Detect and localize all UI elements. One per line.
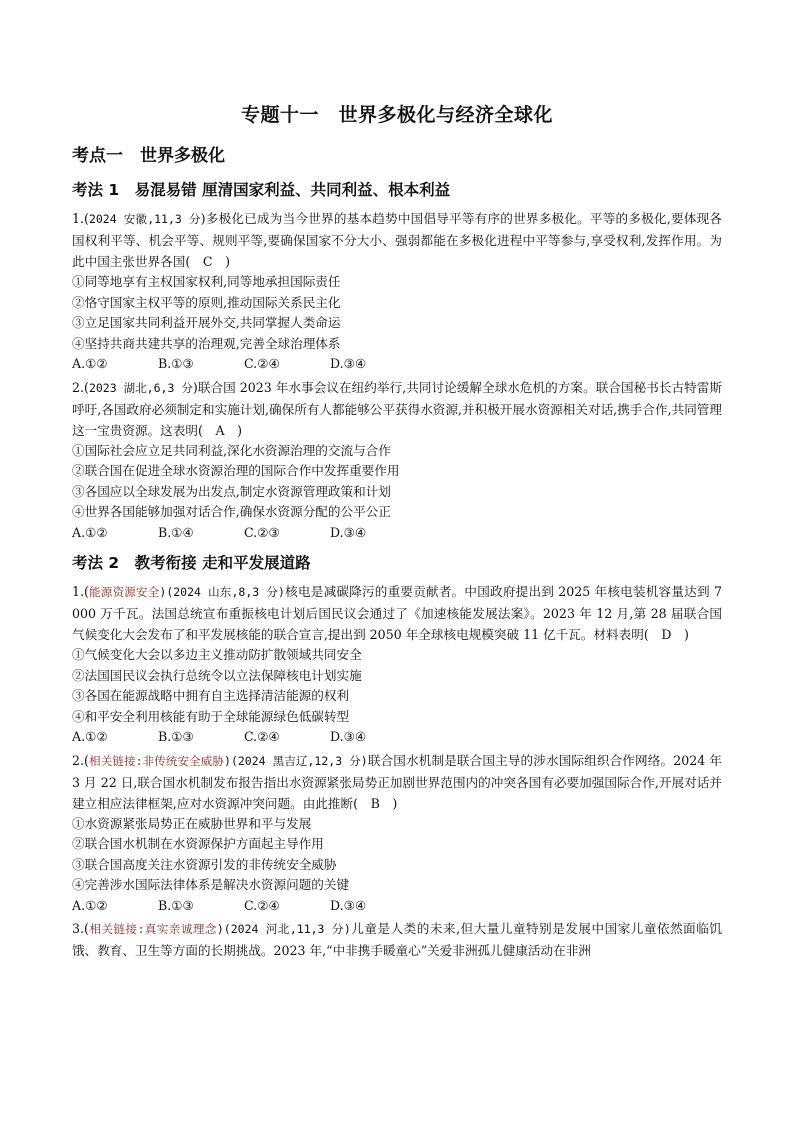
choice-c: C.②④ — [244, 729, 280, 744]
option: ④和平安全利用核能有助于全球能源绿色低碳转型 — [72, 708, 350, 724]
link-tag: 能源资源安全 — [88, 585, 160, 599]
option: ①国际社会应立足共同利益,深化水资源治理的交流与合作 — [72, 442, 391, 458]
option: ②恪守国家主权平等的原则,推动国际关系民主化 — [72, 294, 341, 310]
method1-heading: 考法 1 易混易错 厘清国家利益、共同利益、根本利益 — [72, 181, 451, 199]
choice-d: D.③④ — [330, 897, 367, 913]
choice-a: A.①② — [72, 729, 108, 744]
answer-choices — [72, 523, 722, 544]
choice-a: A.①② — [72, 356, 108, 371]
choice-d: D.③④ — [330, 729, 367, 744]
question-m2-1: 1.(能源资源安全)(2024 山东,8,3 分)核电是减碳降污的重要贡献者。中国政府提出到 2025 年核电装机容量达到 7 000 万千瓦。法国总统宣布重振核电计划后国民议会通过了《加速核能发展法案》。2023 年 12 月,第 28 届联合国气候变化大会发布了和平发展核能的联合宣言,提出到 2050 年全球核电规模突破 11 亿千瓦。材料表明( D ) — [72, 584, 722, 642]
question-m1-2: 2.(2023 湖北,6,3 分)联合国 2023 年水事会议在纽约举行,共同讨论缓解全球水危机的方案。联合国秘书长古特雷斯呼吁,各国政府必须制定和实施计划,确保所有人都能够公平获得水资源,并积极开展水资源相关对话,携手合作,共同管理这一宝贵资源。这表明( A ) — [72, 379, 722, 438]
option: ①气候变化大会以多边主义推动防扩散领域共同安全 — [72, 647, 362, 662]
answer-choices — [72, 896, 722, 917]
option: ④完善涉水国际法律体系是解决水资源问题的关键 — [72, 877, 350, 892]
choice-d: D.③④ — [330, 524, 367, 540]
choice-b: B.①③ — [158, 729, 194, 744]
choice-c: C.②③ — [244, 524, 280, 540]
choice-b: B.①④ — [158, 524, 194, 540]
option: ④坚持共商共建共享的治理观,完善全球治理体系 — [72, 335, 341, 351]
method2-heading: 考法 2 教考衔接 走和平发展道路 — [72, 554, 311, 572]
option: ①水资源紧张局势正在威胁世界和平与发展 — [72, 815, 312, 831]
option: ②法国国民议会执行总统令以立法保障核电计划实施 — [72, 667, 362, 683]
choice-d: D.③④ — [330, 356, 367, 371]
document-page — [72, 100, 722, 961]
link-tag: 相关链接:真实亲诚理念 — [88, 922, 217, 936]
answer-choices — [72, 354, 722, 375]
option: ③联合国高度关注水资源引发的非传统安全威胁 — [72, 856, 337, 872]
choice-b: B.①③ — [158, 897, 194, 913]
option: ②联合国在促进全球水资源治理的国际合作中发挥重要作用 — [72, 463, 400, 478]
question-m1-1: 1.(2024 安徽,11,3 分)多极化已成为当今世界的基本趋势中国倡导平等有序的世界多极化。平等的多极化,要体现各国权利平等、机会平等、规则平等,要确保国家不分大小、强弱都能在多极化进程中平等参与,享受权利,发挥作用。为此中国主张世界各国( C ) — [72, 211, 722, 269]
option: ③立足国家共同利益开展外交,共同掌握人类命运 — [72, 315, 341, 330]
choice-a: A.①② — [72, 897, 108, 913]
option: ②联合国水机制在水资源保护方面起主导作用 — [72, 836, 324, 851]
option: ④世界各国能够加强对话合作,确保水资源分配的公平公正 — [72, 504, 391, 519]
section-heading: 考点一 世界多极化 — [72, 146, 225, 166]
option: ③各国在能源战略中拥有自主选择清洁能源的权利 — [72, 688, 350, 703]
choice-c: C.②④ — [244, 356, 280, 371]
choice-c: C.②④ — [244, 897, 280, 913]
choice-b: B.①③ — [158, 356, 194, 371]
document-title: 专题十一 世界多极化与经济全球化 — [240, 104, 553, 126]
link-tag: 相关链接:非传统安全威胁 — [88, 753, 225, 768]
option: ①同等地享有主权国家权利,同等地承担国际责任 — [72, 274, 341, 289]
choice-a: A.①② — [72, 524, 108, 540]
option: ③各国应以全球发展为出发点,制定水资源管理政策和计划 — [72, 483, 391, 499]
question-m2-3: 3.(相关链接:真实亲诚理念)(2024 河北,11,3 分)儿童是人类的未来,但大量儿童特别是发展中国家儿童依然面临饥饿、教育、卫生等方面的长期挑战。2023 年,“中非携手暖童心”关爱非洲孤儿健康活动在非洲 — [72, 921, 722, 958]
question-m2-2: 2.(相关链接:非传统安全威胁)(2024 黑吉辽,12,3 分)联合国水机制是联合国主导的涉水国际组织合作网络。2024 年 3 月 22 日,联合国水机制发布报告指出水资源紧张局势正加剧世界范围内的冲突各国有必要加强国际合作,开展对话并建立相应法律框架,应对水资源冲突问题。由此推断( B ) — [72, 752, 722, 811]
answer-choices — [72, 727, 722, 748]
